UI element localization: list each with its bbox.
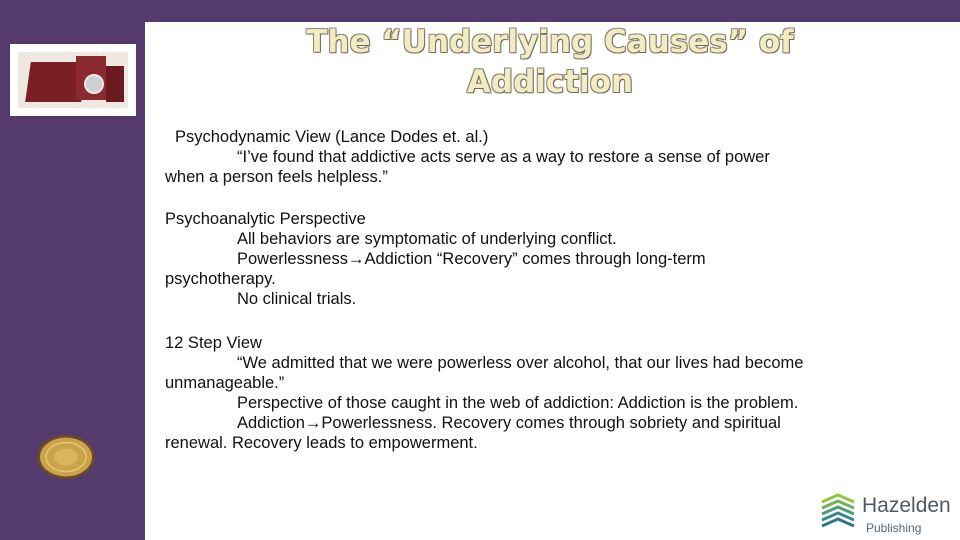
award-medal-icon [36,434,96,480]
title-line-1: The “Underlying Causes” of [306,24,794,60]
psychoanalytic-line-4: No clinical trials. [237,290,357,308]
product-image-frame [10,44,136,116]
psychoanalytic-line-3: psychotherapy. [165,270,276,288]
top-strip [0,0,960,22]
twelve-step-heading: 12 Step View [165,334,262,352]
cd-disc-icon [84,74,104,94]
twelve-step-quote-line-1: “We admitted that we were powerless over alcohol, that our lives had become [237,354,804,372]
product-image [18,52,128,108]
arrow-right-icon: → [347,250,365,268]
logo-name: Hazelden [862,494,951,517]
twelve-step-line-3: Perspective of those caught in the web of addiction: Addiction is the problem. [237,394,799,412]
psychoanalytic-heading: Psychoanalytic Perspective [165,210,366,228]
product-case-2 [106,66,124,102]
psychoanalytic-line-2 [165,249,935,269]
twelve-step-line-4 [165,413,935,433]
slide-body [165,127,935,453]
hazelden-layers-icon [820,492,856,528]
psychodynamic-quote-line-1: “I’ve found that addictive acts serve as a way to restore a sense of power [237,148,770,166]
logo-subtitle: Publishing [866,521,922,535]
title-line-2: Addiction [466,64,634,100]
psychoanalytic-line-1: All behaviors are symptomatic of underlying conflict. [237,230,617,248]
slide-title [290,22,810,102]
addiction-text: Addiction [237,414,305,432]
powerlessness-text: Powerlessness [237,250,348,268]
hazelden-logo [820,488,956,538]
twelve-step-quote-line-2: unmanageable.” [165,374,285,392]
psychodynamic-heading: Psychodynamic View (Lance Dodes et. al.) [175,128,489,146]
powerlessness-recovery-text: Powerlessness. Recovery comes through sobriety and spiritual [321,414,781,432]
twelve-step-line-5: renewal. Recovery leads to empowerment. [165,434,478,452]
psychodynamic-quote-line-2: when a person feels helpless.” [165,168,388,186]
arrow-right-icon: → [304,414,322,432]
addiction-recovery-text: Addiction “Recovery” comes through long-term [364,250,706,268]
